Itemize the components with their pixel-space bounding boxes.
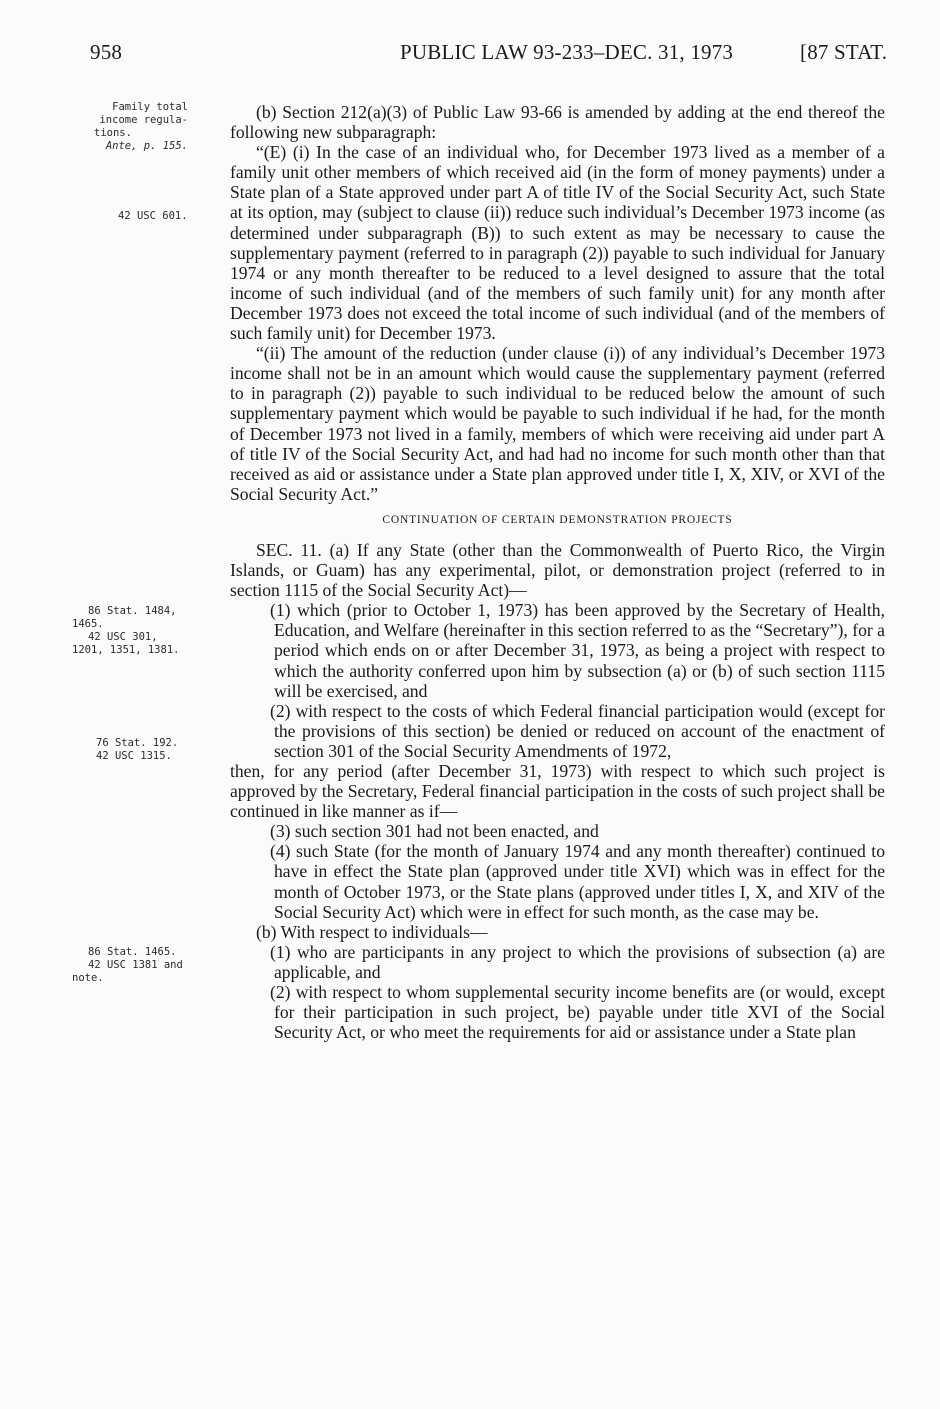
margin-note-line: 86 Stat. 1465. bbox=[88, 946, 177, 958]
running-title: PUBLIC LAW 93-233–DEC. 31, 1973 bbox=[400, 40, 734, 64]
then-clause: then, for any period (after December 31, 1973) with respect to which such project is approved by the Secretary, Federal financial participation in the costs of such project shall be continued in like manner as if— bbox=[230, 761, 885, 822]
margin-note-86-stat-1484 bbox=[72, 605, 238, 657]
margin-note-76-stat-192 bbox=[96, 737, 246, 763]
margin-note-line: tions. bbox=[94, 127, 132, 139]
margin-note-line: note. bbox=[72, 972, 104, 984]
section-heading: CONTINUATION OF CERTAIN DEMONSTRATION PROJECTS bbox=[382, 513, 733, 526]
margin-note-family-income bbox=[68, 101, 188, 153]
page-number: 958 bbox=[90, 40, 123, 64]
paragraph-e-i: “(E) (i) In the case of an individual who, for December 1973 lived as a member of a family unit other members of which received aid (in the form of money payments) under a State plan of a State approved under part A of title IV of the Social Security Act, such State at its option, may (subject to clause (ii)) reduce such individual’s December 1973 income (as determined under subparagraph (B)) to such extent as may be necessary to cause the supplementary payment (referred to in paragraph (2)) payable to such individual for January 1974 or any month thereafter to be reduced to a level designed to assure that the total income of such individual (and of the members of such family unit) for any month after December 1973 does not exceed the total income of such individual (and of the members of such family unit) for December 1973. bbox=[230, 142, 885, 344]
margin-note-line: Ante, p. 155. bbox=[105, 140, 188, 152]
subsection-b-clause-2: (2) with respect to whom supplemental security income benefits are (or would, except for their participation in such project, be) payable under title XVI of the Social Security Act, or who meet the requirements for aid or assistance under a State plan bbox=[270, 982, 885, 1043]
statute-body bbox=[230, 102, 885, 1042]
margin-note-line: income regula- bbox=[99, 114, 188, 126]
clause-2: (2) with respect to the costs of which Federal financial participation would (except for the provisions of this section) be denied or reduced on account of the enactment of section 301 of the Social Security Amendments of 1972, bbox=[270, 700, 885, 761]
margin-note-86-stat-1465 bbox=[72, 946, 238, 985]
paragraph-b-amendment: (b) Section 212(a)(3) of Public Law 93-66 is amended by adding at the end thereof the following new subparagraph: bbox=[230, 102, 885, 143]
margin-note-line: 86 Stat. 1484, bbox=[88, 605, 177, 617]
margin-note-line: 76 Stat. 192. bbox=[96, 737, 179, 749]
clause-4: (4) such State (for the month of January 1974 and any month thereafter) continued to have in effect the State plan (approved under title XVI) which was in effect for the month of October 1973, or the State plans (approved under titles I, X, and XIV of the Social Security Act) which were in effect for such month, as the case may be. bbox=[270, 841, 885, 922]
margin-note-line: 42 USC 301, bbox=[88, 631, 158, 643]
margin-note-line: 42 USC 601. bbox=[118, 210, 188, 222]
clause-1: (1) which (prior to October 1, 1973) has been approved by the Secretary of Health, Education, and Welfare (hereinafter in this section referred to as the “Secretary”), for a period which ends on or after December 31, 1973, as being a project with respect to which the authority conferred upon him by subsection (a) or (b) of such section 1115 will be exercised, and bbox=[270, 600, 885, 701]
margin-note-line: 1201, 1351, 1381. bbox=[72, 644, 180, 656]
subsection-b-clause-1: (1) who are participants in any project to which the provisions of subsection (a) are applicable, and bbox=[270, 941, 885, 982]
volume-reference: [87 STAT. bbox=[800, 40, 888, 64]
paragraph-e-ii: “(ii) The amount of the reduction (under clause (i)) of any individual’s December 1973 income shall not be in an amount which would cause the supplementary payment (referred to in paragraph (2)) payable to such individual to be reduced below the amount of such supplementary payment which would be payable to such individual if he had, for the month of December 1973 not lived in a family, members of which were receiving aid under part A of title IV of the Social Security Act, and had had no income for such month other than that received as aid or assistance under a State plan approved under title I, X, XIV, or XVI of the Social Security Act.” bbox=[230, 343, 885, 504]
section-11-a: SEC. 11. (a) If any State (other than the Commonwealth of Puerto Rico, the Virgin Islands, or Guam) has any experimental, pilot, or demonstration project (referred to in section 1115 of the Social Security Act)— bbox=[230, 539, 885, 601]
margin-note-line: 42 USC 1315. bbox=[96, 750, 172, 762]
margin-note-line: Family total bbox=[112, 101, 188, 113]
margin-note-line: 42 USC 1381 and bbox=[88, 959, 183, 971]
margin-note-line: 1465. bbox=[72, 618, 104, 630]
clause-3: (3) such section 301 had not been enacted, and bbox=[270, 821, 599, 842]
subsection-b: (b) With respect to individuals— bbox=[256, 921, 488, 942]
